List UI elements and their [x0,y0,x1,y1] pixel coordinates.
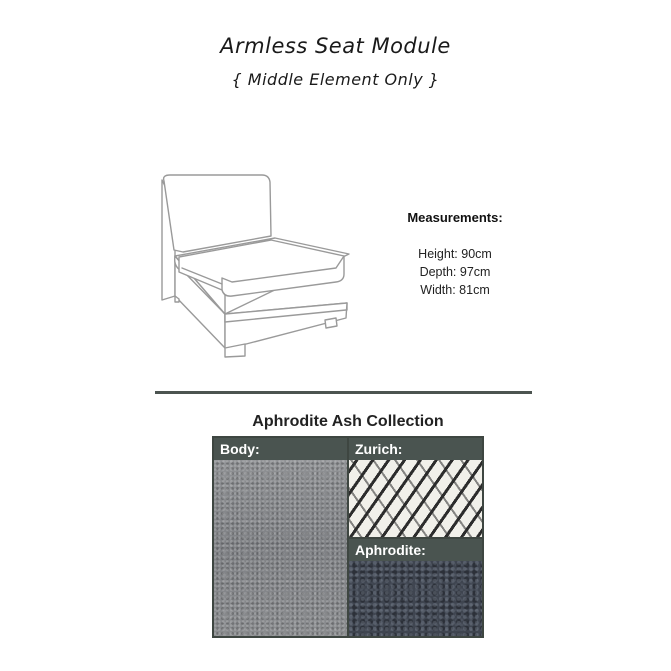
measurements-heading: Measurements: [407,210,503,225]
zurich-fabric-label: Zurich: [349,438,482,460]
collection-title: Aphrodite Ash Collection [252,413,444,430]
fabric-swatch-grid [212,436,484,638]
zurich-fabric-panel [349,438,482,537]
section-divider [155,391,532,394]
page-subtitle: { Middle Element Only } [231,70,440,89]
width-measurement: Width: 81cm [420,283,490,297]
page-title: Armless Seat Module [220,34,451,58]
zurich-fabric-swatch [349,460,482,537]
depth-measurement: Depth: 97cm [419,265,491,279]
body-fabric-panel [214,438,347,636]
height-measurement: Height: 90cm [418,247,492,261]
armless-chair-line-drawing-icon [150,168,360,368]
aphrodite-fabric-panel [349,539,482,636]
aphrodite-fabric-label: Aphrodite: [349,539,482,561]
aphrodite-fabric-swatch [349,561,482,636]
body-fabric-swatch [214,460,347,636]
body-fabric-label: Body: [214,438,347,460]
